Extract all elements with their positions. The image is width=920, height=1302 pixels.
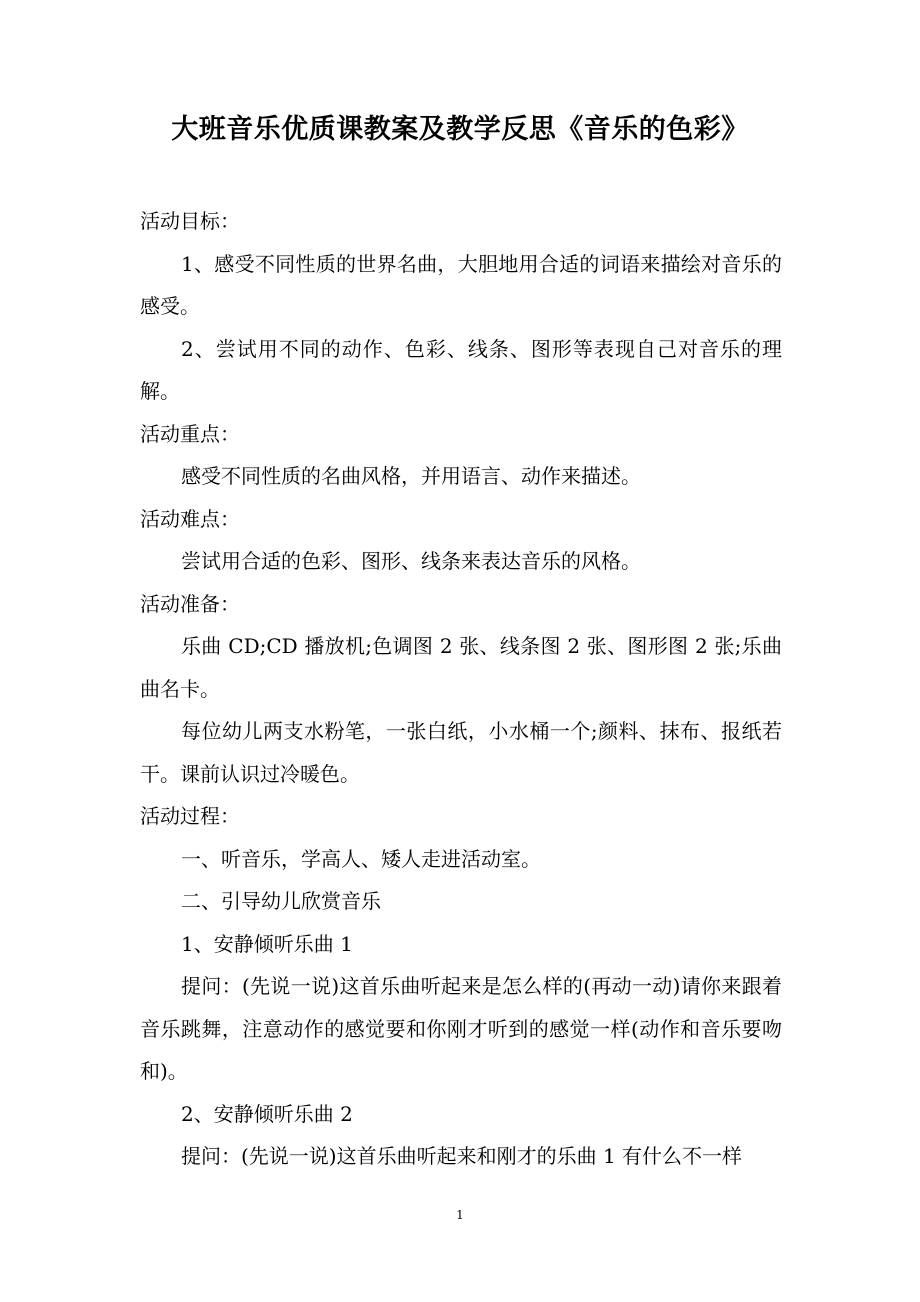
- page-number: 1: [456, 1208, 464, 1222]
- paragraph-13: 1、安静倾听乐曲 1: [181, 931, 353, 956]
- paragraph-0: 活动目标：: [140, 209, 240, 233]
- paragraph-12: 二、引导幼儿欣赏音乐: [181, 889, 381, 913]
- paragraph-3: 活动重点：: [140, 421, 240, 446]
- paragraph-6: 尝试用合适的色彩、图形、线条来表达音乐的风格。: [181, 549, 641, 573]
- paragraph-10: 活动过程：: [140, 804, 240, 828]
- paragraph-14: 提问：(先说一说)这首乐曲听起来是怎么样的(再动一动)请你来跟着音乐跳舞，注意动作的感觉要和你刚才听到的感觉一样(动作和音乐要吻和)。: [140, 974, 782, 1083]
- paragraph-16: 提问：(先说一说)这首乐曲听起来和刚才的乐曲 1 有什么不一样: [181, 1144, 743, 1168]
- paragraph-9: 每位幼儿两支水粉笔，一张白纸，小水桶一个;颜料、抹布、报纸若干。课前认识过冷暖色。: [140, 719, 782, 786]
- paragraph-8: 乐曲 CD;CD 播放机;色调图 2 张、线条图 2 张、图形图 2 张;乐曲曲名卡。: [140, 634, 782, 701]
- paragraph-2: 2、尝试用不同的动作、色彩、线条、图形等表现自己对音乐的理解。: [140, 336, 782, 403]
- document-title: 大班音乐优质课教案及教学反思《音乐的色彩》: [171, 114, 749, 145]
- paragraph-7: 活动准备：: [140, 591, 240, 616]
- paragraph-11: 一、听音乐，学高人、矮人走进活动室。: [181, 846, 541, 871]
- paragraph-1: 1、感受不同性质的世界名曲，大胆地用合适的词语来描绘对音乐的感受。: [140, 251, 782, 318]
- paragraph-5: 活动难点：: [140, 506, 240, 531]
- paragraph-15: 2、安静倾听乐曲 2: [181, 1101, 353, 1126]
- paragraph-4: 感受不同性质的名曲风格，并用语言、动作来描述。: [181, 464, 641, 488]
- document-body: [140, 200, 782, 1178]
